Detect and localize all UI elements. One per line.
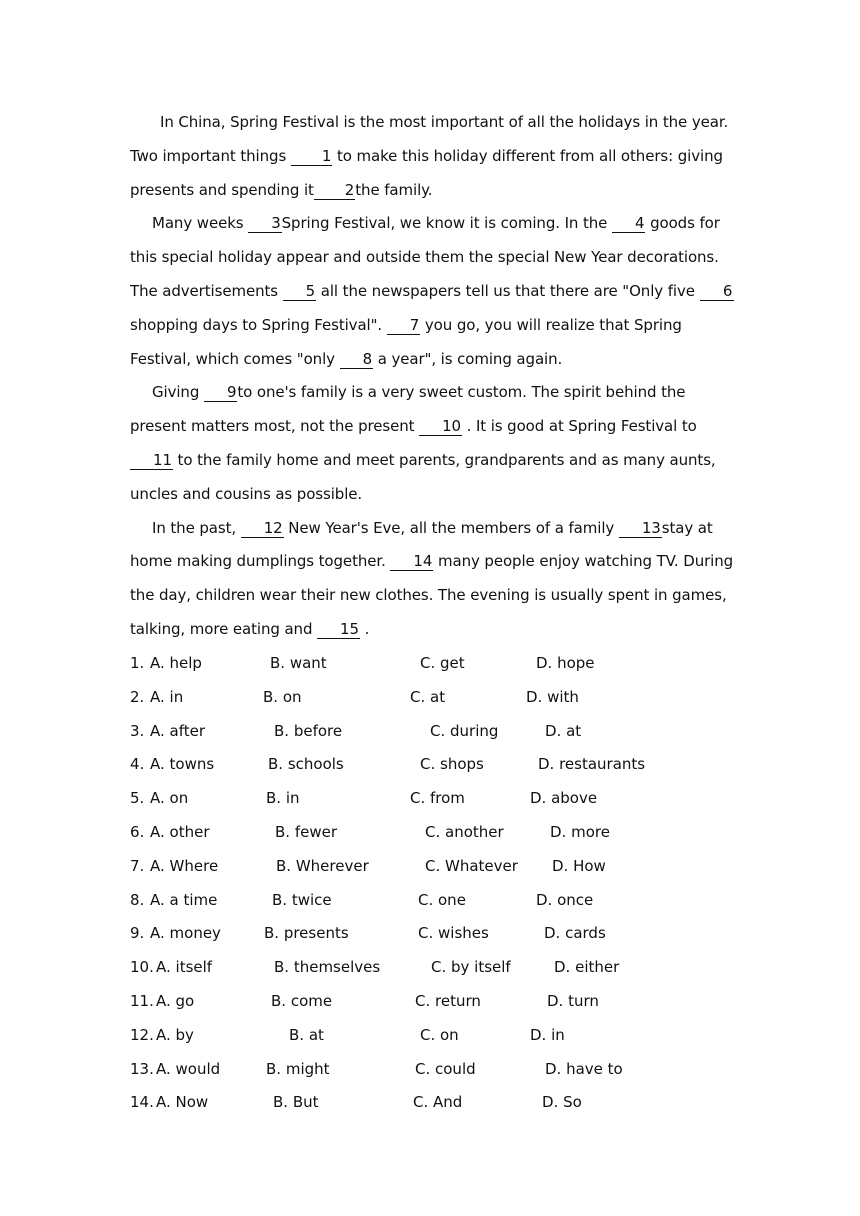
option-d: D. in (530, 1025, 565, 1044)
question-row (130, 917, 730, 951)
passage-text: goods for this special holiday appear and outside them the special New Year decorations. The advertisements (130, 214, 720, 300)
blank-7: 7 (387, 316, 420, 335)
passage-text: . (359, 619, 370, 638)
option-c: C. Whatever (425, 856, 518, 875)
question-number: 10. (130, 958, 154, 977)
question-number: 12. (130, 1025, 154, 1044)
option-c: C. on (420, 1025, 459, 1044)
option-c: C. during (430, 721, 499, 740)
option-d: D. at (545, 721, 582, 740)
blank-1: 1 (291, 147, 332, 166)
option-c: C. from (410, 789, 465, 808)
option-d: D. turn (547, 991, 599, 1010)
option-c: C. another (425, 822, 504, 841)
blank-15: 15 (317, 620, 360, 639)
question-row (130, 647, 730, 681)
option-a: A. other (150, 822, 210, 841)
blank-3: 3 (248, 214, 281, 233)
paragraph (130, 207, 740, 376)
question-row (130, 1086, 730, 1120)
question-row (130, 782, 730, 816)
blank-14: 14 (390, 552, 433, 571)
option-d: D. cards (544, 924, 606, 943)
option-c: C. at (410, 687, 446, 706)
question-row (130, 951, 730, 985)
blank-2: 2 (314, 181, 355, 200)
option-a: A. would (156, 1059, 221, 1078)
question-row (130, 748, 730, 782)
question-row (130, 715, 730, 749)
option-b: B. at (289, 1025, 324, 1044)
option-d: D. have to (545, 1059, 623, 1078)
question-row (130, 816, 730, 850)
option-b: B. before (274, 721, 343, 740)
option-d: D. either (554, 958, 620, 977)
question-number: 7. (130, 856, 145, 875)
option-d: D. above (530, 789, 598, 808)
cloze-passage (130, 106, 740, 647)
option-c: C. wishes (418, 924, 489, 943)
passage-text: to make this holiday different from all others: giving presents and spending it (130, 146, 723, 199)
option-a: A. by (156, 1025, 194, 1044)
option-b: B. on (263, 687, 302, 706)
option-b: B. twice (272, 890, 332, 909)
question-row (130, 985, 730, 1019)
passage-text: shopping days to Spring Festival". (130, 315, 387, 334)
option-b: B. come (271, 991, 333, 1010)
option-b: B. fewer (275, 822, 337, 841)
blank-9: 9 (204, 383, 237, 402)
question-number: 9. (130, 924, 145, 943)
option-b: B. might (266, 1059, 330, 1078)
passage-text: In China, Spring Festival is the most important of all the holidays in the year. Two important things (130, 113, 729, 165)
passage-text: Giving (152, 383, 204, 402)
option-a: A. Now (156, 1093, 209, 1112)
question-number: 6. (130, 822, 145, 841)
question-number: 14. (130, 1093, 154, 1112)
option-d: D. more (550, 822, 610, 841)
option-b: B. themselves (274, 958, 381, 977)
option-c: C. get (420, 654, 465, 672)
option-d: D. restaurants (538, 755, 646, 774)
paragraph (130, 512, 740, 647)
passage-text: In the past, (152, 518, 241, 537)
blank-12: 12 (241, 519, 284, 538)
option-a: A. help (150, 654, 202, 672)
question-number: 3. (130, 721, 145, 740)
question-number: 1. (130, 654, 145, 672)
blank-4: 4 (612, 214, 645, 233)
option-d: D. with (526, 687, 579, 706)
passage-text: the family. (355, 180, 433, 199)
option-b: B. schools (268, 755, 344, 774)
option-a: A. itself (156, 958, 213, 977)
passage-text: a year", is coming again. (373, 349, 563, 368)
option-c: C. shops (420, 755, 484, 774)
question-row (130, 1019, 730, 1053)
blank-6: 6 (700, 282, 734, 301)
option-c: C. by itself (431, 958, 511, 977)
question-number: 13. (130, 1059, 154, 1078)
question-options (130, 647, 730, 1120)
question-row (130, 850, 730, 884)
question-number: 11. (130, 991, 154, 1010)
option-b: B. presents (264, 924, 349, 943)
option-b: B. in (266, 789, 300, 808)
passage-text: Spring Festival, we know it is coming. In the (281, 214, 612, 233)
question-row (130, 681, 730, 715)
blank-8: 8 (340, 350, 373, 369)
option-d: D. once (536, 890, 594, 909)
option-a: A. money (150, 924, 221, 943)
passage-text: . It is good at Spring Festival to (461, 417, 697, 436)
question-row (130, 1053, 730, 1087)
option-a: A. a time (150, 890, 218, 909)
option-a: A. towns (150, 755, 215, 774)
option-c: C. And (413, 1093, 463, 1112)
passage-text: New Year's Eve, all the members of a family (283, 518, 619, 537)
option-b: B. want (270, 654, 327, 672)
question-number: 2. (130, 687, 145, 706)
option-c: C. return (415, 991, 481, 1010)
option-a: A. on (150, 789, 189, 808)
paragraph (130, 106, 740, 207)
blank-11: 11 (130, 451, 173, 470)
question-row (130, 884, 730, 918)
passage-text: Many weeks (152, 214, 249, 233)
paragraph (130, 376, 740, 511)
option-d: D. How (552, 856, 606, 875)
option-a: A. in (150, 687, 184, 706)
passage-text: many people enjoy watching TV. During the day, children wear their new clothes. The evening is usually spent in games, talking, more eating and (130, 552, 734, 638)
blank-13: 13 (619, 519, 662, 538)
option-d: D. So (542, 1093, 582, 1112)
blank-10: 10 (419, 417, 462, 436)
option-a: A. Where (150, 856, 219, 875)
passage-text: all the newspapers tell us that there are "Only five (316, 281, 700, 300)
question-number: 4. (130, 755, 145, 774)
option-c: C. one (418, 890, 466, 909)
option-b: B. Wherever (276, 856, 369, 875)
question-number: 8. (130, 890, 145, 909)
blank-5: 5 (283, 282, 316, 301)
option-b: B. But (273, 1093, 319, 1112)
passage-text: to one's family is a very sweet custom. The spirit behind the present matters most, not the present (130, 383, 686, 436)
passage-text: to the family home and meet parents, grandparents and as many aunts, uncles and cousins as possible. (130, 450, 716, 503)
passage-text: you go, you will realize that Spring Festival, which comes "only (130, 315, 682, 368)
passage-text: stay at home making dumplings together. (130, 518, 713, 571)
question-number: 5. (130, 789, 145, 808)
option-d: D. hope (536, 654, 595, 672)
option-c: C. could (415, 1059, 476, 1078)
option-a: A. after (150, 721, 206, 740)
option-a: A. go (156, 991, 195, 1010)
